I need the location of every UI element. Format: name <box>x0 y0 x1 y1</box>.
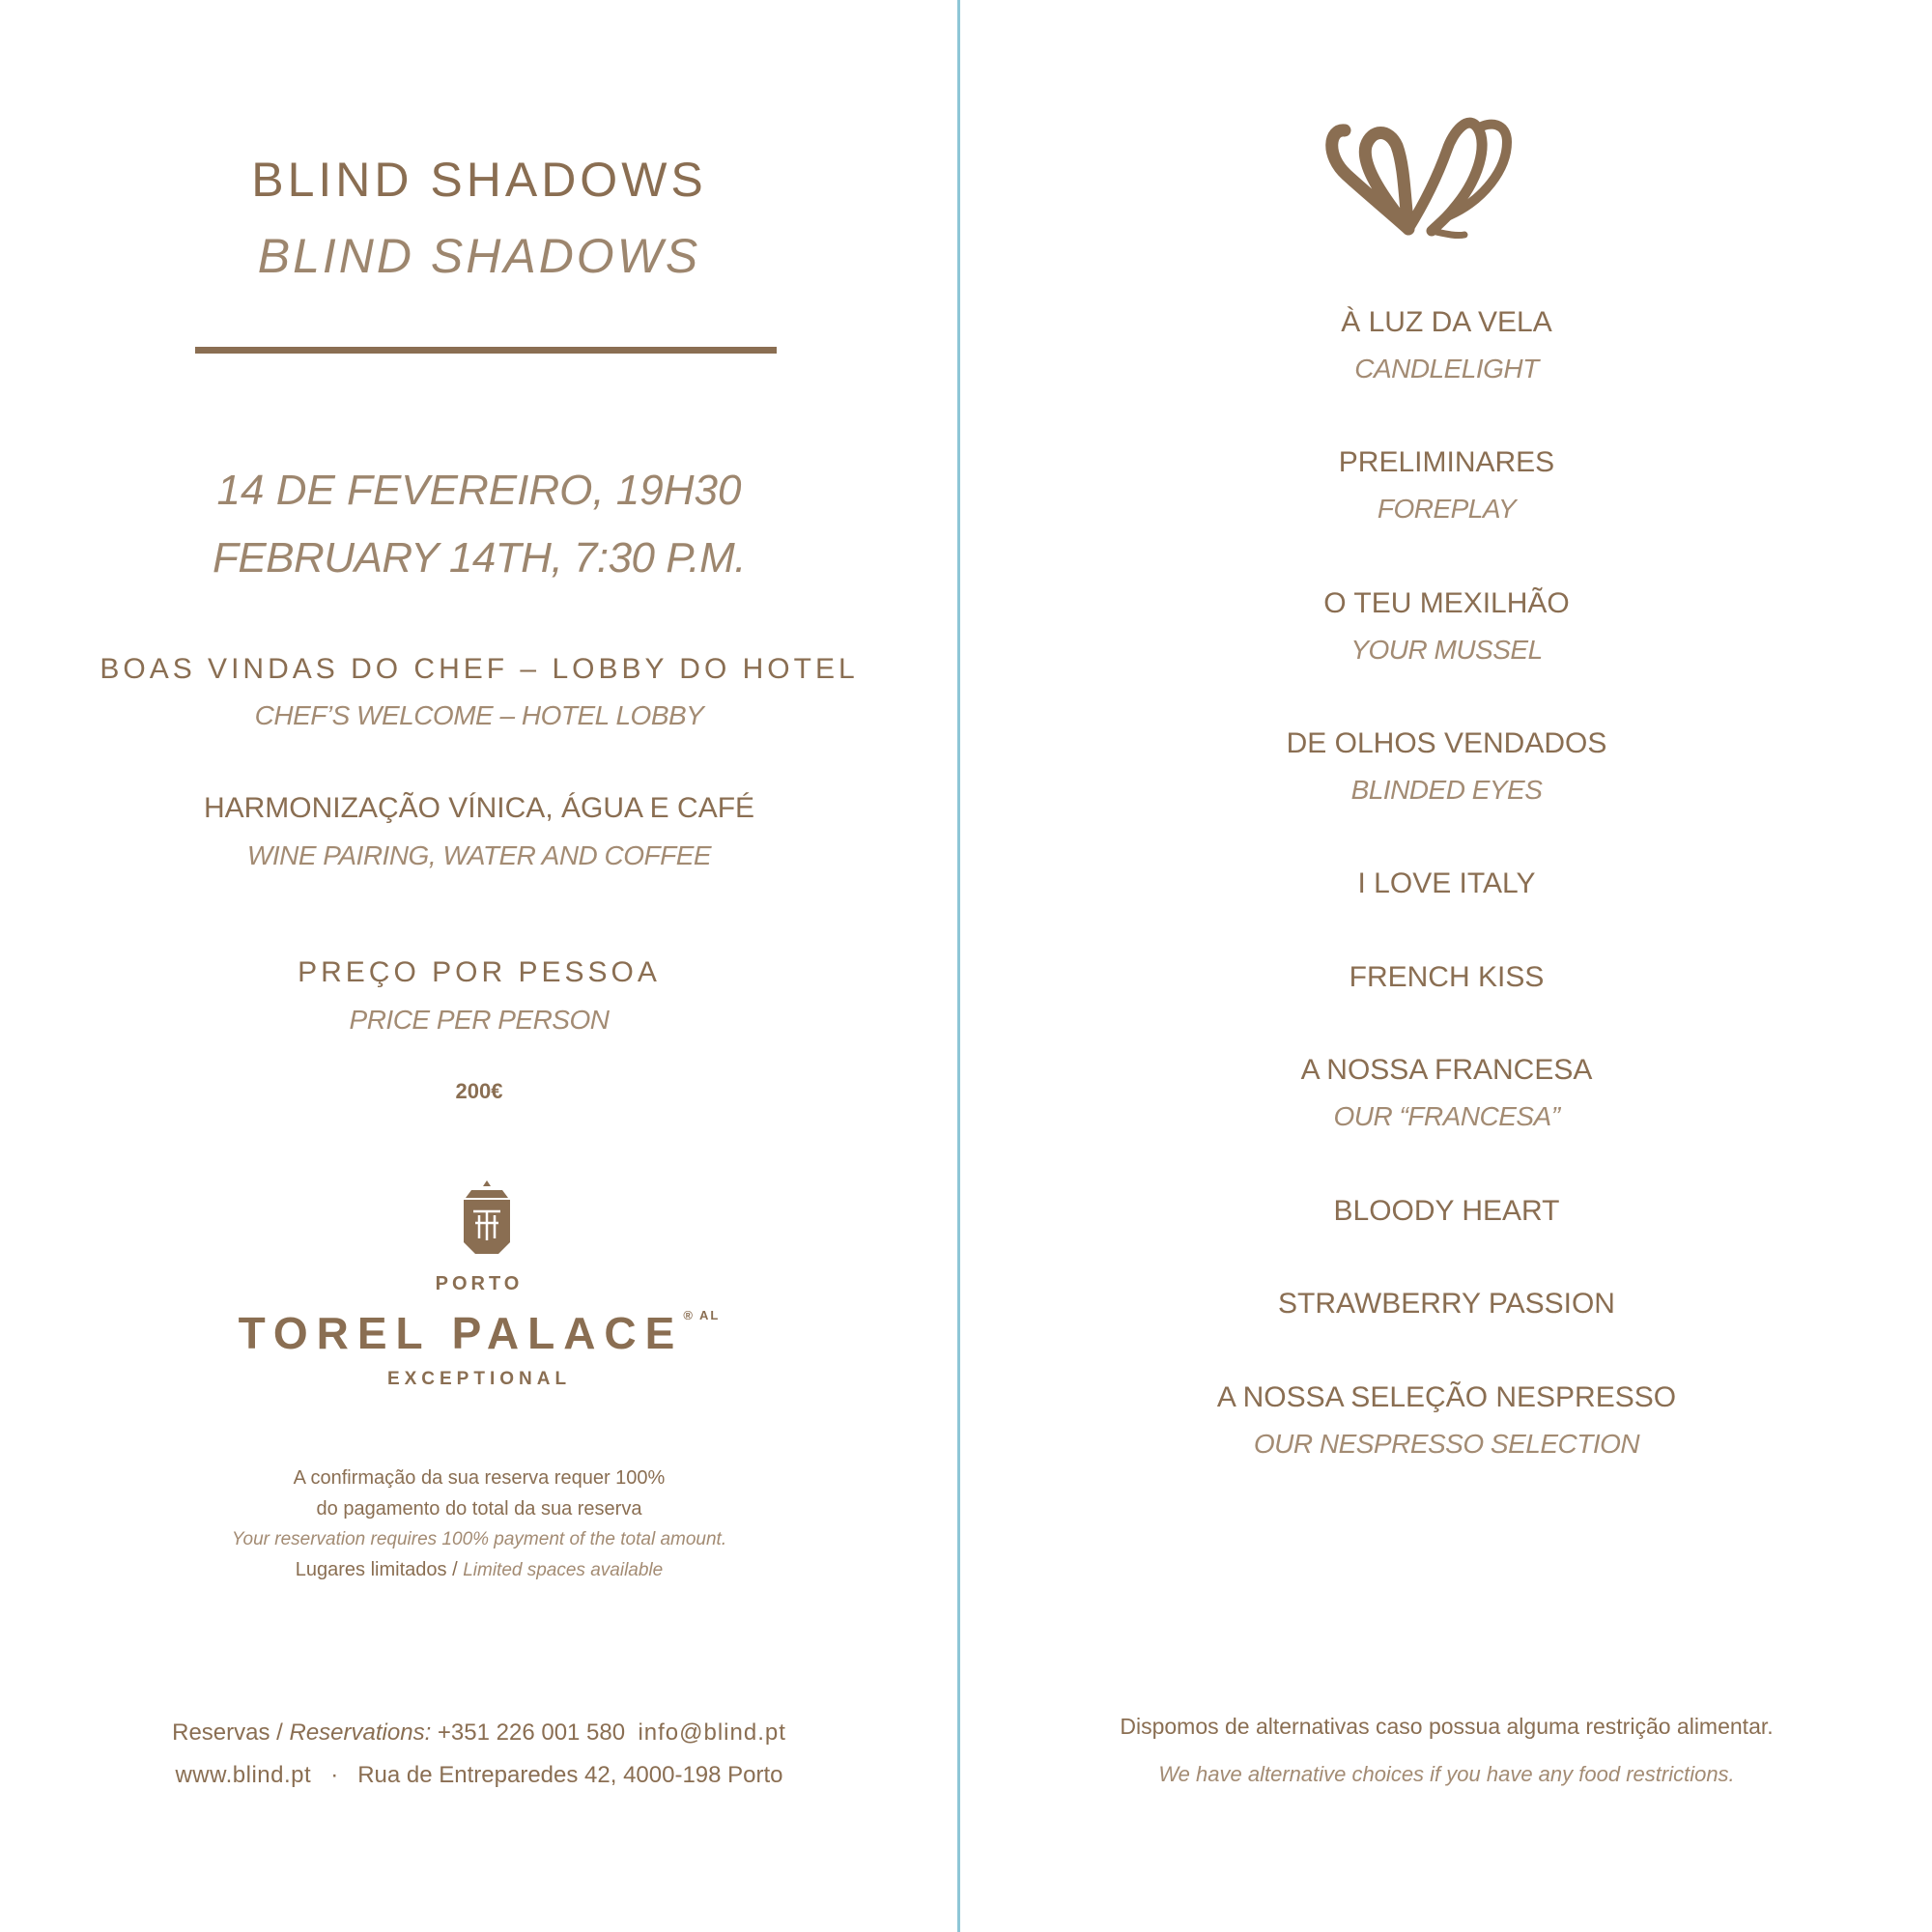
limited-pt: Lugares limitados <box>295 1559 447 1580</box>
menu-item-1-en: CANDLELIGHT <box>1354 354 1539 384</box>
phone-link[interactable]: +351 226 001 580 <box>431 1719 626 1746</box>
title-en: BLIND SHADOWS <box>257 229 701 283</box>
menu-item-2-pt: PRELIMINARES <box>1338 446 1555 478</box>
menu-item-4-en: BLINDED EYES <box>1350 775 1543 805</box>
event-date-pt: 14 DE FEVEREIRO, 19H30 <box>216 467 742 514</box>
contact-line-2 <box>0 1762 958 1789</box>
menu-item-8-pt: BLOODY HEART <box>1333 1195 1560 1227</box>
price-label-en: PRICE PER PERSON <box>349 1005 610 1035</box>
column-divider <box>957 0 960 1932</box>
menu-item-5-pt: I LOVE ITALY <box>1357 867 1536 899</box>
welcome-pt: BOAS VINDAS DO CHEF – LOBBY DO HOTEL <box>99 653 859 685</box>
left-panel <box>0 0 958 1932</box>
contact-line-1 <box>0 1719 958 1747</box>
menu-item-3-en: YOUR MUSSEL <box>1350 635 1543 665</box>
note-line-1: A confirmação da sua reserva requer 100% <box>293 1467 666 1489</box>
reservas-label: Reservas <box>172 1719 270 1746</box>
reservas-sep: / <box>270 1719 290 1746</box>
welcome-en: CHEF’S WELCOME – HOTEL LOBBY <box>254 700 704 730</box>
note-line-4 <box>0 1559 958 1581</box>
hotel-name <box>0 1307 958 1359</box>
price-label-pt: PREÇO POR PESSOA <box>298 956 661 988</box>
menu-item-10-en: OUR NESPRESSO SELECTION <box>1253 1429 1640 1459</box>
pairing-pt: HARMONIZAÇÃO VÍNICA, ÁGUA E CAFÉ <box>203 792 755 824</box>
pairing-en: WINE PAIRING, WATER AND COFFEE <box>246 840 712 870</box>
address: Rua de Entreparedes 42, 4000-198 Porto <box>357 1762 783 1788</box>
event-date-en: FEBRUARY 14TH, 7:30 P.M. <box>212 534 747 582</box>
hotel-tagline: EXCEPTIONAL <box>386 1369 572 1389</box>
menu-item-2-en: FOREPLAY <box>1377 494 1517 524</box>
menu-item-7-pt: A NOSSA FRANCESA <box>1300 1054 1593 1086</box>
right-panel <box>961 0 1932 1932</box>
menu-item-7-en: OUR “FRANCESA” <box>1333 1101 1560 1131</box>
hotel-mark: ® AL <box>683 1308 721 1322</box>
hotel-name-text: TOREL PALACE <box>238 1308 684 1358</box>
email-link[interactable]: info@blind.pt <box>638 1719 786 1746</box>
limited-en: Limited spaces available <box>463 1560 664 1580</box>
menu-item-1-pt: À LUZ DA VELA <box>1341 306 1552 338</box>
menu-item-6-pt: FRENCH KISS <box>1349 961 1545 993</box>
note-line-2: do pagamento do total da sua reserva <box>316 1498 642 1520</box>
contact-dot: · <box>330 1762 339 1788</box>
blind-logo-icon <box>1323 111 1513 246</box>
menu-item-9-pt: STRAWBERRY PASSION <box>1278 1288 1615 1320</box>
menu-item-10-pt: A NOSSA SELEÇÃO NESPRESSO <box>1216 1381 1677 1413</box>
title-pt: BLIND SHADOWS <box>251 153 707 207</box>
dietary-note-pt: Dispomos de alternativas caso possua alguma restrição alimentar. <box>1120 1714 1774 1739</box>
menu-item-4-pt: DE OLHOS VENDADOS <box>1286 727 1607 759</box>
hotel-city: PORTO <box>435 1273 524 1294</box>
dietary-note-en: We have alternative choices if you have any food restrictions. <box>1158 1762 1735 1786</box>
website-link[interactable]: www.blind.pt <box>175 1762 312 1788</box>
menu-item-3-pt: O TEU MEXILHÃO <box>1323 587 1570 619</box>
limited-sep: / <box>446 1559 464 1580</box>
title-divider <box>195 347 777 354</box>
note-line-3: Your reservation requires 100% payment of the total amount. <box>231 1529 727 1549</box>
reservations-label: Reservations: <box>289 1719 432 1746</box>
price-value: 200€ <box>455 1079 503 1103</box>
lantern-logo-icon <box>460 1180 514 1256</box>
